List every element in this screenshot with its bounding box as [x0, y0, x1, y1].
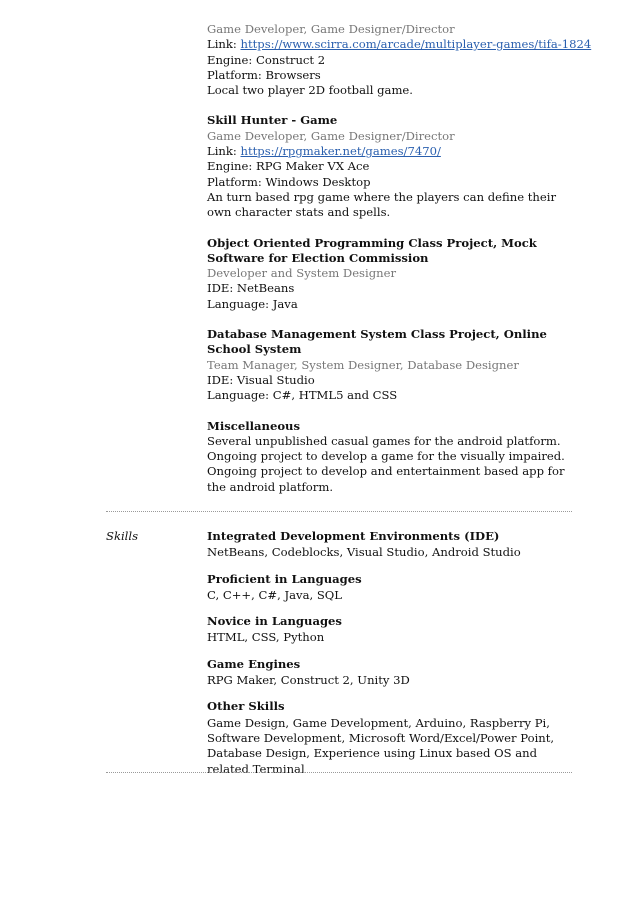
project-link-label: Link: [207, 37, 241, 52]
project-role: Game Developer, Game Designer/Director [207, 22, 455, 36]
project-entry [207, 236, 577, 312]
skill-group-title: Novice in Languages [207, 614, 342, 629]
project-detail: Ongoing project to develop and entertainment based app for the android platform. [207, 464, 565, 494]
project-detail: Language: C#, HTML5 and CSS [207, 388, 398, 403]
project-detail: Platform: Windows Desktop [207, 174, 371, 189]
skill-group-title: Proficient in Languages [207, 571, 362, 586]
project-entry [207, 327, 577, 403]
project-title: Skill Hunter - Game [207, 113, 338, 128]
skill-group-title: Integrated Development Environments (IDE) [207, 529, 500, 543]
skill-group [207, 614, 577, 646]
skill-group-text: Game Design, Game Development, Arduino, Raspberry Pi, Software Development, Microsoft Word/Excel/Power Point, Database Design, Experience using Linux based OS and related Terminal [207, 715, 555, 776]
project-detail: Local two player 2D football game. [207, 83, 413, 98]
project-entry [207, 419, 577, 495]
skill-group-text: RPG Maker, Construct 2, Unity 3D [207, 673, 410, 688]
project-title: Database Management System Class Project, Online School System [207, 327, 547, 357]
section-divider [106, 511, 572, 512]
skill-group-title: Game Engines [207, 656, 301, 671]
projects-section [207, 22, 592, 510]
skill-group-text: NetBeans, Codeblocks, Visual Studio, Android Studio [207, 545, 521, 560]
project-link[interactable]: https://www.scirra.com/arcade/multiplayer-games/tifa-1824 [240, 37, 592, 52]
project-role: Team Manager, System Designer, Database Designer [207, 357, 519, 372]
project-link-label: Link: [207, 144, 241, 159]
skill-group [207, 529, 577, 561]
skills-section [207, 529, 577, 788]
project-link-line [207, 144, 577, 159]
section-divider [106, 772, 572, 773]
project-detail: Engine: RPG Maker VX Ace [207, 159, 370, 174]
skill-group [207, 572, 577, 604]
project-title: Miscellaneous [207, 418, 301, 433]
skill-group [207, 657, 577, 689]
skill-group-text: C, C++, C#, Java, SQL [207, 587, 342, 602]
skills-section-label: Skills [106, 529, 139, 543]
project-detail: An turn based rpg game where the players can define their own character stats and spells. [207, 189, 557, 220]
project-role: Developer and System Designer [207, 266, 396, 281]
skill-group [207, 699, 577, 776]
project-link-line [207, 37, 592, 52]
project-title: Object Oriented Programming Class Project, Mock Software for Election Commission [207, 235, 537, 265]
project-role: Game Developer, Game Designer/Director [207, 128, 455, 143]
project-detail: Ongoing project to develop a game for the visually impaired. [207, 449, 565, 464]
project-detail: Several unpublished casual games for the android platform. [207, 433, 561, 448]
project-detail: IDE: Visual Studio [207, 372, 315, 387]
project-detail: Engine: Construct 2 [207, 52, 326, 67]
project-detail: Language: Java [207, 296, 298, 311]
project-detail: IDE: NetBeans [207, 281, 295, 296]
skill-group-text: HTML, CSS, Python [207, 630, 325, 645]
project-entry [207, 22, 592, 98]
skill-group-title: Other Skills [207, 699, 285, 714]
project-entry [207, 113, 577, 220]
project-link[interactable]: https://rpgmaker.net/games/7470/ [240, 144, 441, 159]
project-detail: Platform: Browsers [207, 67, 321, 82]
